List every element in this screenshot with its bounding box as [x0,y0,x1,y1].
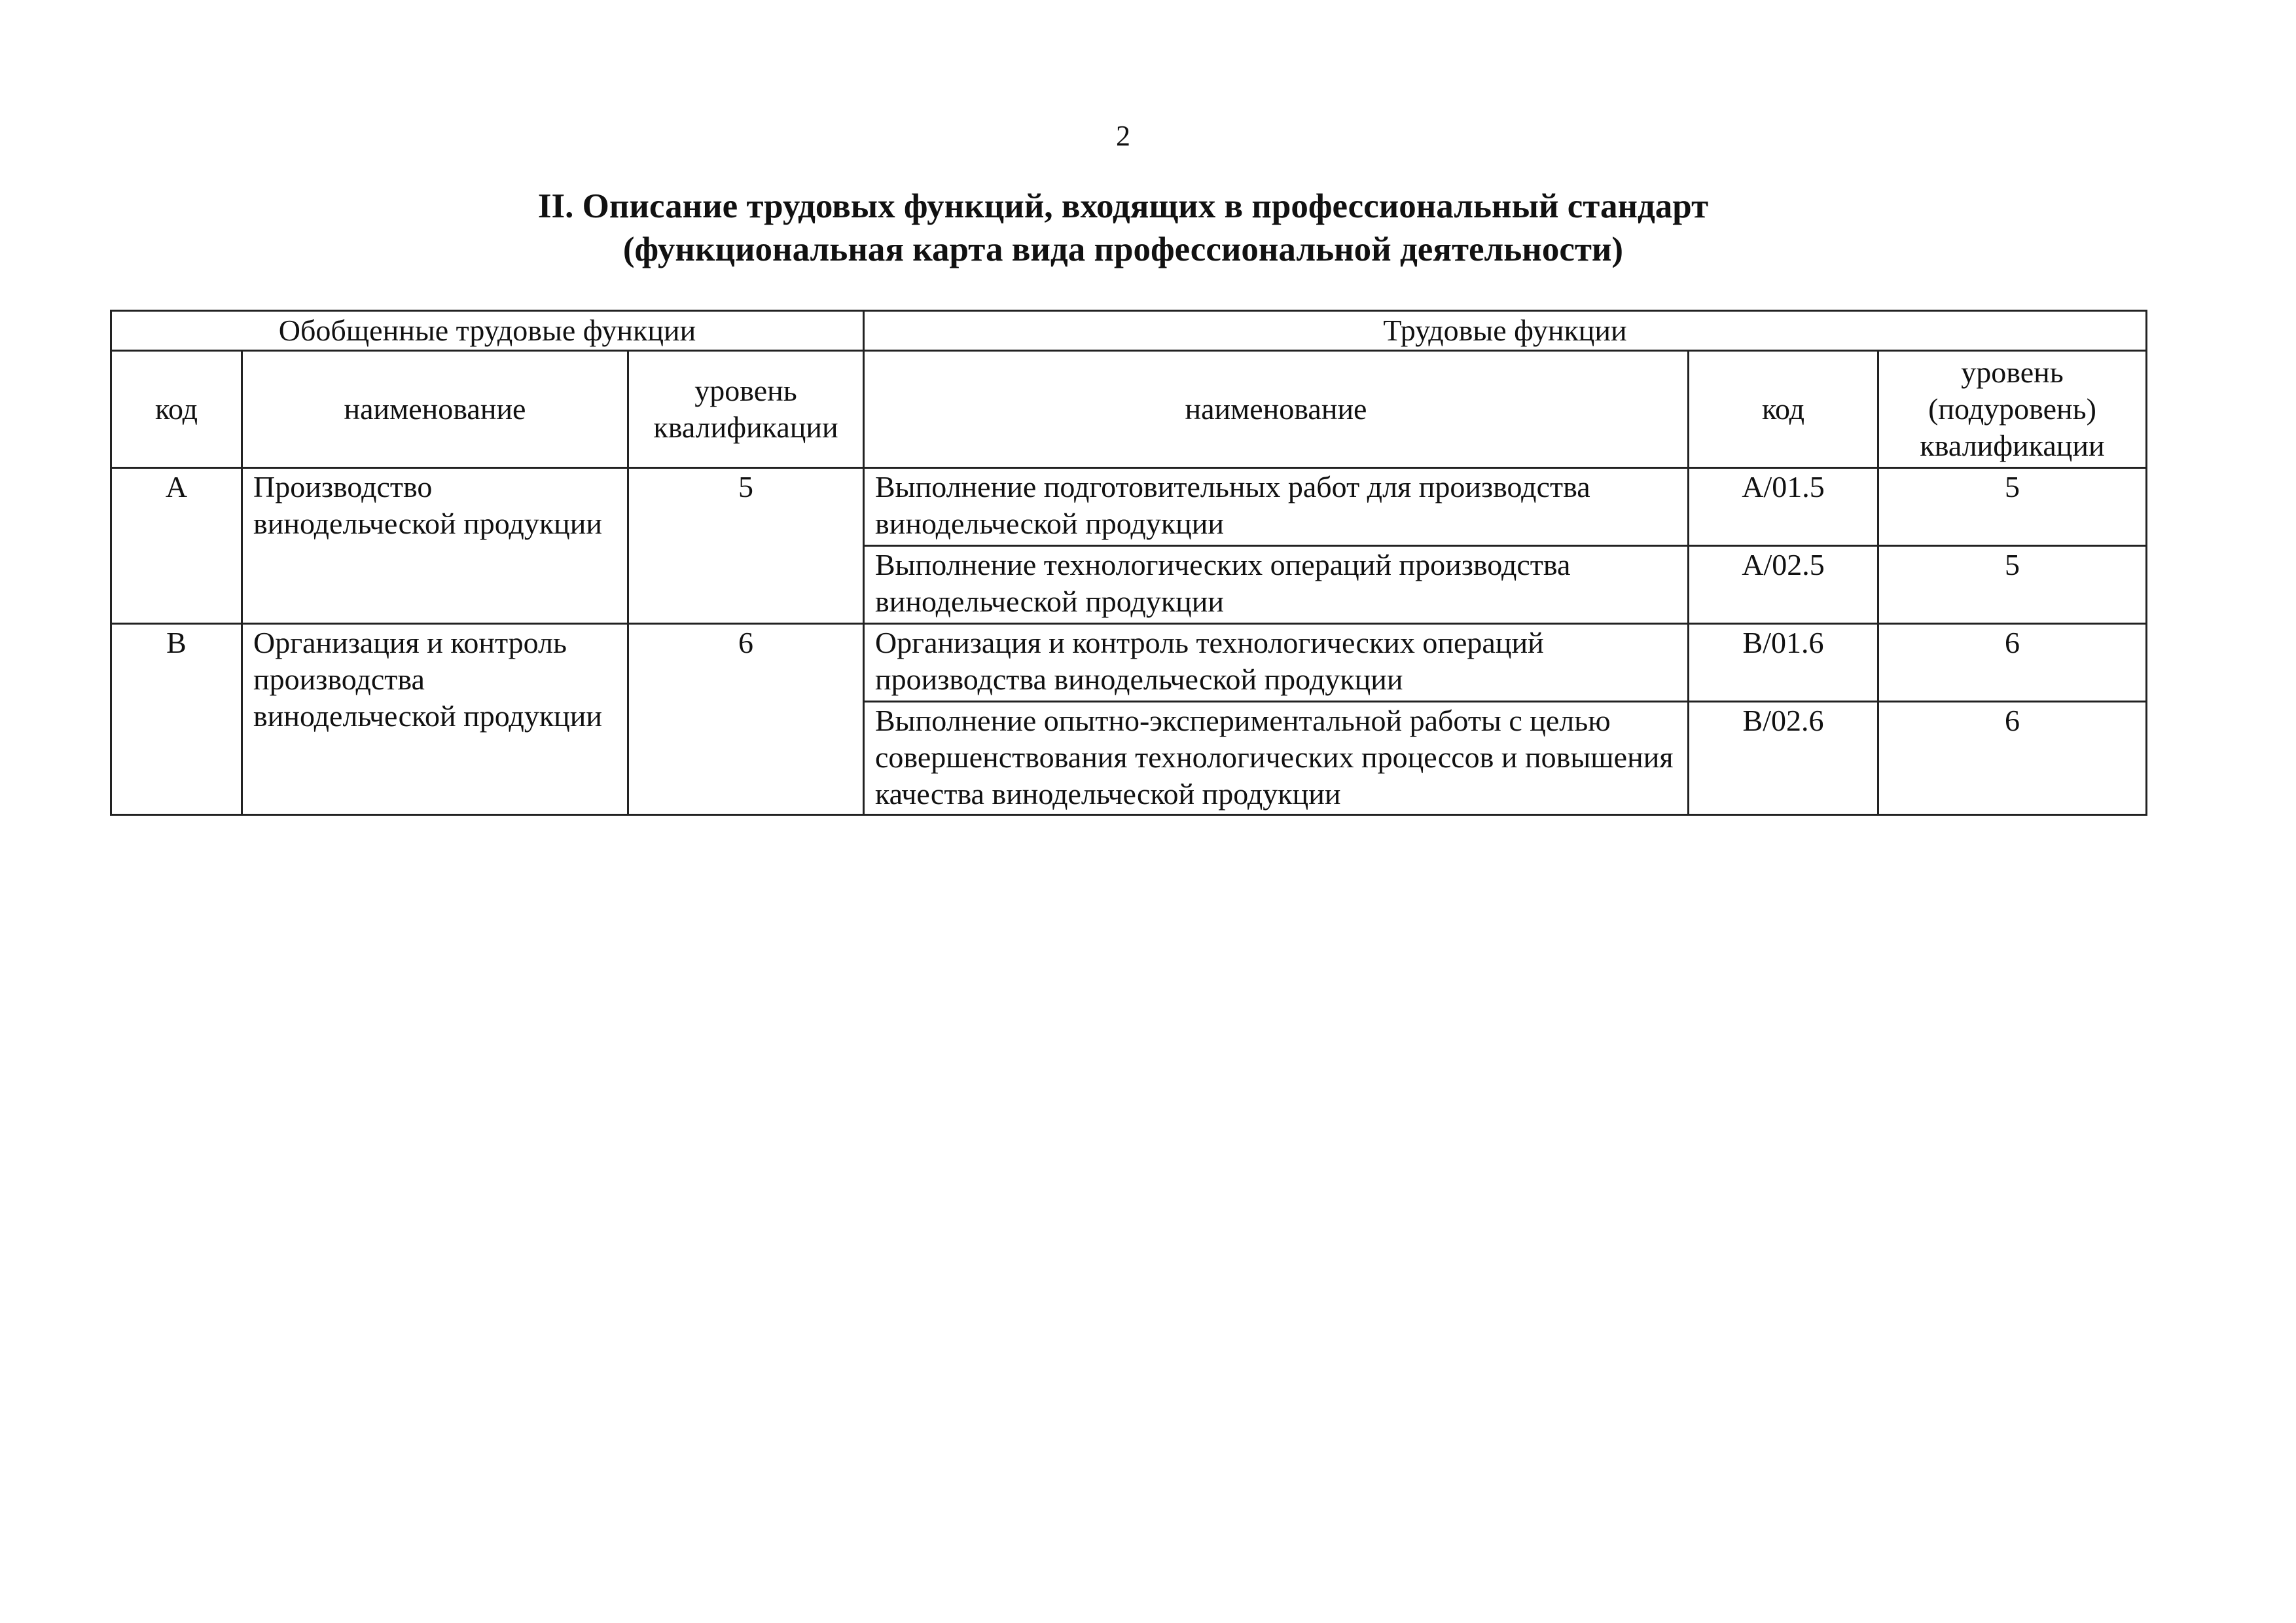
column-header-gen-code: код [111,351,242,468]
func-code-cell: А/02.5 [1689,546,1878,624]
table-row [111,468,2147,546]
page-number: 2 [1116,120,1130,152]
func-name-cell: Выполнение технологических операций производства винодельческой продукции [864,546,1689,624]
section-title-line-1: II. Описание трудовых функций, входящих в профессиональный стандарт [537,187,1709,225]
group-header-row [111,311,2147,351]
func-level-cell: 5 [1878,546,2147,624]
gen-level-cell: 6 [628,624,864,815]
section-title-line-2: (функциональная карта вида профессиональной деятельности) [622,230,1624,268]
gen-level-cell: 5 [628,468,864,624]
func-code-cell: А/01.5 [1689,468,1878,546]
column-header-gen-name: наименование [242,351,628,468]
labor-functions-header: Трудовые функции [864,311,2147,351]
gen-code-cell: В [111,624,242,815]
gen-name-cell: Производство винодельческой продукции [242,468,628,624]
func-level-cell: 6 [1878,624,2147,702]
functional-map-table [110,310,2147,816]
func-name-cell: Выполнение опытно-экспериментальной работы с целью совершенствования технологических процессов и повышения качества винодельческой продукции [864,702,1689,815]
func-name-cell: Организация и контроль технологических операций производства винодельческой продукции [864,624,1689,702]
func-level-cell: 5 [1878,468,2147,546]
func-name-cell: Выполнение подготовительных работ для производства винодельческой продукции [864,468,1689,546]
column-header-func-level: уровень (подуровень) квалификации [1878,351,2147,468]
section-title [0,185,2246,271]
column-header-gen-level: уровень квалификации [628,351,864,468]
column-header-func-code: код [1689,351,1878,468]
table-row [111,624,2147,702]
gen-name-cell: Организация и контроль производства винодельческой продукции [242,624,628,815]
column-header-func-name: наименование [864,351,1689,468]
generalized-functions-header: Обобщенные трудовые функции [111,311,864,351]
column-header-row [111,351,2147,468]
gen-code-cell: А [111,468,242,624]
func-code-cell: В/01.6 [1689,624,1878,702]
func-code-cell: В/02.6 [1689,702,1878,815]
func-level-cell: 6 [1878,702,2147,815]
